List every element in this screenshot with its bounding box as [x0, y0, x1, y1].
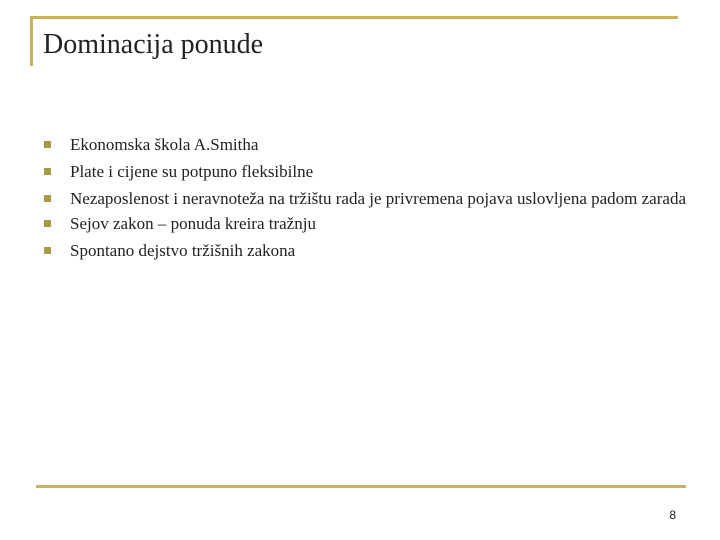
bullet-item — [38, 134, 688, 155]
bullet-text: Plate i cijene su potpuno fleksibilne — [70, 162, 314, 181]
square-bullet-icon — [44, 168, 51, 175]
square-bullet-icon — [44, 247, 51, 254]
title-left-rule — [30, 16, 33, 66]
footer-rule — [36, 485, 686, 488]
bullet-item — [38, 240, 688, 261]
square-bullet-icon — [44, 141, 51, 148]
bullet-list — [38, 134, 688, 267]
bullet-text: Nezaposlenost i neravnoteža na tržištu rada je privremena pojava uslovljena padom zarada — [70, 189, 686, 208]
bullet-text: Sejov zakon – ponuda kreira tražnju — [70, 214, 316, 233]
bullet-item — [38, 188, 688, 209]
title-top-rule — [30, 16, 678, 19]
bullet-text: Spontano dejstvo tržišnih zakona — [70, 241, 296, 260]
bullet-text: Ekonomska škola A.Smitha — [70, 135, 259, 154]
bullet-item — [38, 213, 688, 234]
slide-title: Dominacija ponude — [43, 29, 264, 60]
bullet-item — [38, 161, 688, 182]
page-number: 8 — [669, 508, 676, 522]
square-bullet-icon — [44, 195, 51, 202]
square-bullet-icon — [44, 220, 51, 227]
